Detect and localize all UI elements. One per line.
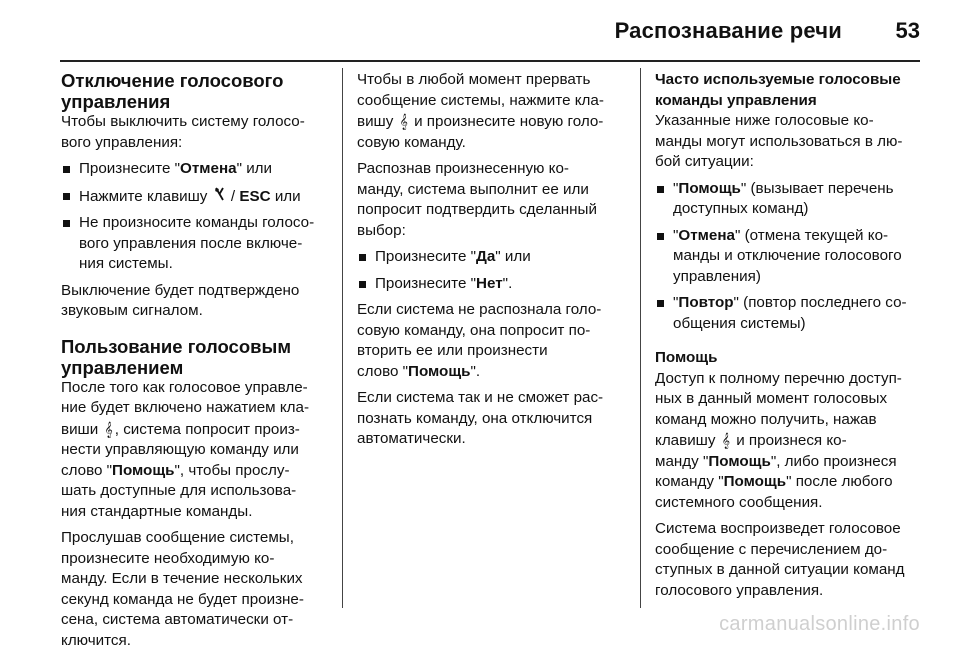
voice-button-icon: 𝄞 [104, 419, 112, 440]
text-line: бой ситуации: [655, 152, 923, 173]
text-line: Если система не распознала голо- [357, 300, 622, 321]
text-line: попросит подтвердить сделанный [357, 200, 622, 221]
list-item: "Отмена" (отмена текущей ко- манды и отключение голосового управления) [655, 226, 923, 288]
section-heading: команды управления [655, 91, 923, 112]
text-line: Указанные ниже голосовые ко- [655, 111, 923, 132]
text-line: секунд команда не будет произне- [61, 590, 329, 611]
column-divider [640, 68, 641, 608]
list-item: Произнесите "Да" или [357, 247, 622, 268]
text-line: вишу 𝄞 и произнесите новую голо- [357, 111, 622, 133]
text-line: ние будет включено нажатием кла- [61, 398, 329, 419]
voice-mute-icon [214, 186, 225, 207]
list-item: Произнесите "Нет". [357, 274, 622, 295]
text-line: вторить ее или произнести [357, 341, 622, 362]
text-line: клавишу 𝄞 и произнеся ко- [655, 430, 923, 452]
text-line: ных в данный момент голосовых [655, 389, 923, 410]
section-heading: Отключение голосового [61, 70, 329, 91]
text-line: Система воспроизведет голосовое [655, 519, 923, 540]
text-line: выбор: [357, 221, 622, 242]
text-line: манды могут использоваться в лю- [655, 132, 923, 153]
text-line: сообщение с перечислением до- [655, 540, 923, 561]
text-line: Если система так и не сможет рас- [357, 388, 622, 409]
text-line: ступных в данной ситуации команд [655, 560, 923, 581]
voice-button-icon: 𝄞 [722, 430, 730, 451]
text-line: сообщение системы, нажмите кла- [357, 91, 622, 112]
page-header [0, 0, 960, 62]
text-line: Выключение будет подтверждено [61, 281, 329, 302]
list-item: "Помощь" (вызывает перечень доступных команд) [655, 179, 923, 220]
text-line: системного сообщения. [655, 493, 923, 514]
text-line: нести управляющую команду или [61, 440, 329, 461]
text-line: Чтобы выключить систему голосо- [61, 112, 329, 133]
section-heading: управления [61, 91, 329, 112]
column-divider [342, 68, 343, 608]
page-title: Распознавание речи [615, 18, 842, 44]
watermark: carmanualsonline.info [719, 613, 920, 636]
header-rule [60, 60, 920, 62]
section-heading: Помощь [655, 348, 923, 369]
text-line: звуковым сигналом. [61, 301, 329, 322]
text-line: Доступ к полному перечню доступ- [655, 369, 923, 390]
text-line: виши 𝄞 , система попросит произ- [61, 419, 329, 441]
voice-button-icon: 𝄞 [400, 111, 408, 132]
section-heading: управлением [61, 357, 329, 378]
text-line: шать доступные для использова- [61, 481, 329, 502]
text-line: вого управления: [61, 133, 329, 154]
text-line: познать команду, она отключится [357, 409, 622, 430]
text-line: команду "Помощь" после любого [655, 472, 923, 493]
text-line: слово "Помощь". [357, 362, 622, 383]
column-right [655, 70, 923, 601]
text-line: манду. Если в течение нескольких [61, 569, 329, 590]
text-line: голосового управления. [655, 581, 923, 602]
column-left [61, 70, 329, 651]
text-line: После того как голосовое управле- [61, 378, 329, 399]
text-line: ключится. [61, 631, 329, 651]
page-number: 53 [896, 18, 920, 44]
text-line: Распознав произнесенную ко- [357, 159, 622, 180]
text-line: сена, система автоматически от- [61, 610, 329, 631]
text-line: Прослушав сообщение системы, [61, 528, 329, 549]
text-line: произнесите необходимую ко- [61, 549, 329, 570]
text-line: команд можно получить, нажав [655, 410, 923, 431]
text-line: совую команду, она попросит по- [357, 321, 622, 342]
text-line: манду, система выполнит ее или [357, 180, 622, 201]
list-item: Произнесите "Отмена" или [61, 159, 329, 180]
section-heading: Часто используемые голосовые [655, 70, 923, 91]
text-line: Чтобы в любой момент прервать [357, 70, 622, 91]
text-line: слово "Помощь", чтобы прослу- [61, 461, 329, 482]
text-line: манду "Помощь", либо произнеся [655, 452, 923, 473]
column-middle [357, 70, 622, 450]
text-line: ния стандартные команды. [61, 502, 329, 523]
section-heading: Пользование голосовым [61, 336, 329, 357]
list-item: "Повтор" (повтор последнего со- общения системы) [655, 293, 923, 334]
text-line: автоматически. [357, 429, 622, 450]
list-item: Не произносите команды голосо- вого управления после включе- ния системы. [61, 213, 329, 275]
text-line: совую команду. [357, 133, 622, 154]
list-item: Нажмите клавишу / ESC или [61, 186, 329, 208]
